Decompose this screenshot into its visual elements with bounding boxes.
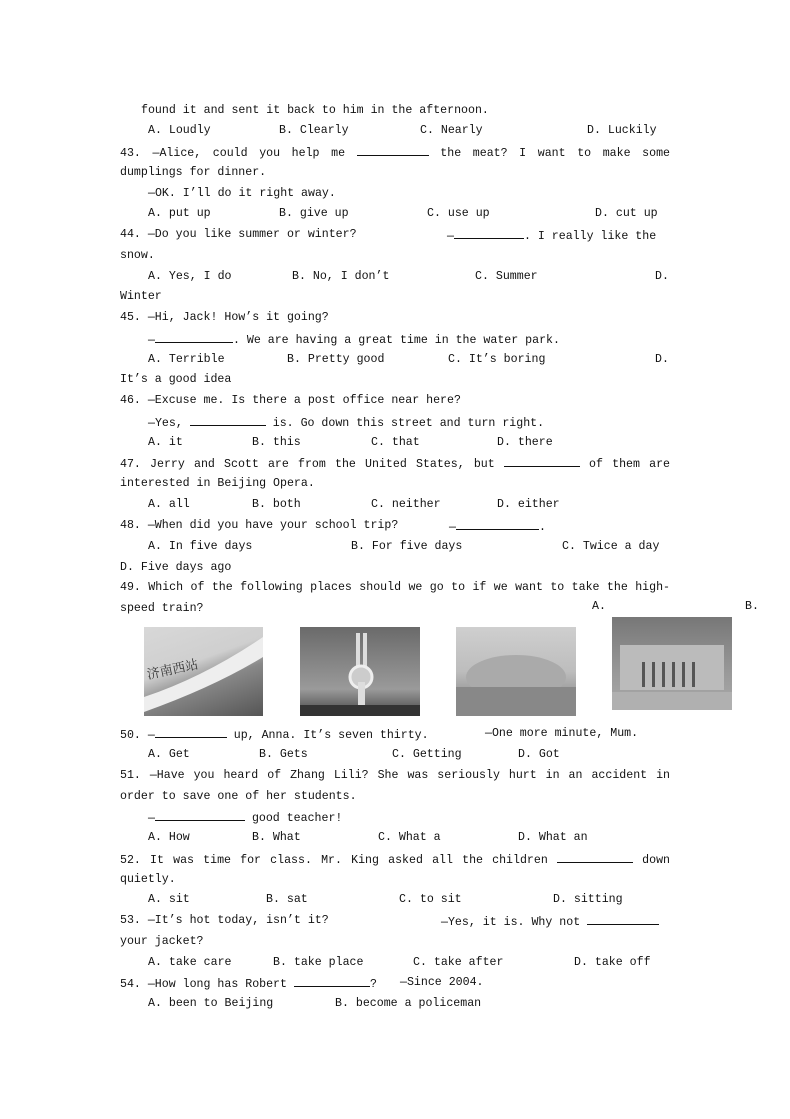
- q46-option-c: C. that: [371, 436, 420, 449]
- q44-stem-cont: snow.: [120, 249, 155, 262]
- q42-option-a: A. Loudly: [148, 124, 211, 137]
- photo-stadium: [456, 627, 576, 716]
- q53-reply: —Yes, it is. Why not: [441, 913, 659, 931]
- q42-text: found it and sent it back to him in the afternoon.: [141, 104, 489, 117]
- q46-option-b: B. this: [252, 436, 301, 449]
- q50-option-c: C. Getting: [392, 748, 462, 761]
- q43-option-b: B. give up: [279, 207, 349, 220]
- q44-option-d: D.: [655, 270, 669, 283]
- q47-option-a: A. all: [148, 498, 190, 511]
- q42-option-d: D. Luckily: [587, 124, 657, 137]
- q51-option-b: B. What: [252, 831, 301, 844]
- q50-option-d: D. Got: [518, 748, 560, 761]
- q45-option-d-text: It’s a good idea: [120, 373, 232, 386]
- q53-option-a: A. take care: [148, 956, 232, 969]
- q51-reply: — good teacher!: [148, 809, 342, 827]
- photo-museum: [612, 617, 732, 710]
- q43-option-c: C. use up: [427, 207, 490, 220]
- q54-stem: 54. —How long has Robert ?: [120, 975, 377, 993]
- q50-option-a: A. Get: [148, 748, 190, 761]
- q43-stem-cont: dumplings for dinner.: [120, 166, 267, 179]
- q52-option-d: D. sitting: [553, 893, 623, 906]
- q52-stem: 52. It was time for class. Mr. King asked all the children down: [120, 851, 670, 869]
- q43-stem: 43. —Alice, could you help me the meat? I want to make some: [120, 144, 670, 162]
- q52-stem-cont: quietly.: [120, 873, 176, 886]
- q44-option-b: B. No, I don’t: [292, 270, 390, 283]
- q52-option-b: B. sat: [266, 893, 308, 906]
- q47-option-d: D. either: [497, 498, 560, 511]
- q44-option-a: A. Yes, I do: [148, 270, 232, 283]
- q50-stem: 50. — up, Anna. It’s seven thirty.: [120, 726, 429, 744]
- q46-reply: —Yes, is. Go down this street and turn right.: [148, 414, 544, 432]
- q51-option-c: C. What a: [378, 831, 441, 844]
- q54-reply: —Since 2004.: [400, 976, 484, 989]
- q50-option-b: B. Gets: [259, 748, 308, 761]
- q48-option-d: D. Five days ago: [120, 561, 232, 574]
- q46-option-a: A. it: [148, 436, 183, 449]
- q50-reply: —One more minute, Mum.: [485, 727, 639, 740]
- svg-text:济南西站: 济南西站: [145, 657, 200, 683]
- q47-stem-cont: interested in Beijing Opera.: [120, 477, 315, 490]
- q51-option-a: A. How: [148, 831, 190, 844]
- photo-railway-station: [144, 627, 263, 716]
- q53-option-c: C. take after: [413, 956, 504, 969]
- q42-option-c: C. Nearly: [420, 124, 483, 137]
- q48-stem: 48. —When did you have your school trip?: [120, 519, 399, 532]
- q44-stem: 44. —Do you like summer or winter?: [120, 228, 357, 241]
- q51-stem: 51. —Have you heard of Zhang Lili? She was seriously hurt in an accident in: [120, 769, 670, 782]
- q43-option-a: A. put up: [148, 207, 211, 220]
- q42-option-b: B. Clearly: [279, 124, 349, 137]
- q49-stem-cont: speed train?: [120, 602, 204, 615]
- q51-option-d: D. What an: [518, 831, 588, 844]
- q54-option-b: B. become a policeman: [335, 997, 482, 1010]
- q45-option-d: D.: [655, 353, 669, 366]
- q45-option-a: A. Terrible: [148, 353, 225, 366]
- q53-reply-cont: your jacket?: [120, 935, 204, 948]
- q49-label-b: B.: [745, 600, 759, 613]
- q45-option-b: B. Pretty good: [287, 353, 385, 366]
- q44-option-c: C. Summer: [475, 270, 538, 283]
- q45-reply: — . We are having a great time in the water park.: [148, 331, 560, 349]
- q49-label-a: A.: [592, 600, 606, 613]
- q53-option-d: D. take off: [574, 956, 651, 969]
- q53-option-b: B. take place: [273, 956, 364, 969]
- q44-reply: — . I really like the: [447, 227, 656, 245]
- q54-option-a: A. been to Beijing: [148, 997, 274, 1010]
- photo-spring-monument: [300, 627, 420, 716]
- q52-option-a: A. sit: [148, 893, 190, 906]
- q52-option-c: C. to sit: [399, 893, 462, 906]
- q47-option-b: B. both: [252, 498, 301, 511]
- q46-option-d: D. there: [497, 436, 553, 449]
- q45-option-c: C. It’s boring: [448, 353, 546, 366]
- q49-stem: 49. Which of the following places should we go to if we want to take the high-: [120, 581, 670, 594]
- q47-stem: 47. Jerry and Scott are from the United States, but of them are: [120, 455, 670, 473]
- q43-reply: —OK. I’ll do it right away.: [148, 187, 336, 200]
- q48-option-b: B. For five days: [351, 540, 463, 553]
- q43-option-d: D. cut up: [595, 207, 658, 220]
- q48-option-a: A. In five days: [148, 540, 253, 553]
- q51-stem-cont: order to save one of her students.: [120, 790, 357, 803]
- q53-stem: 53. —It’s hot today, isn’t it?: [120, 914, 329, 927]
- q44-option-d-text: Winter: [120, 290, 162, 303]
- q47-option-c: C. neither: [371, 498, 441, 511]
- q48-option-c: C. Twice a day: [562, 540, 660, 553]
- q45-stem: 45. —Hi, Jack! How’s it going?: [120, 311, 329, 324]
- q48-reply: — .: [449, 518, 546, 536]
- q46-stem: 46. —Excuse me. Is there a post office near here?: [120, 394, 461, 407]
